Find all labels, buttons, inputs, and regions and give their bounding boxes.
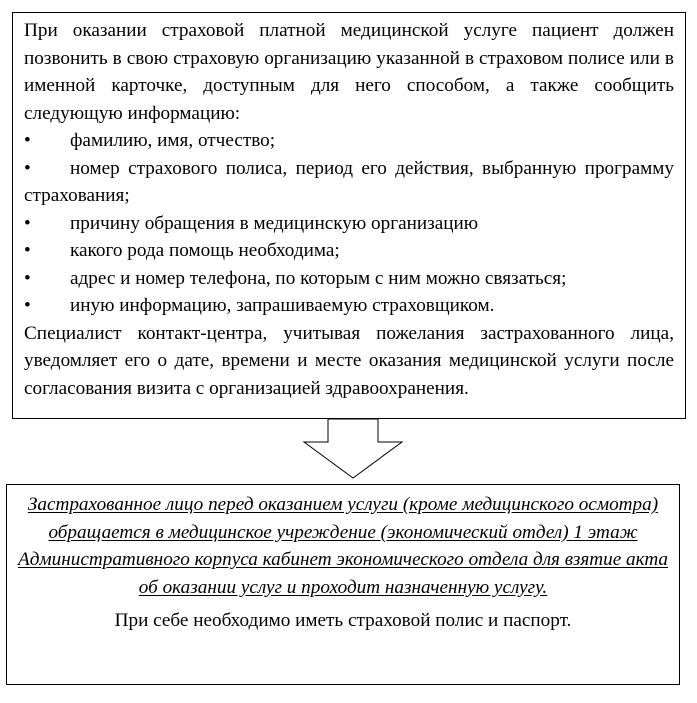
documents-note: При себе необходимо иметь страховой полис и паспорт. — [114, 610, 572, 631]
down-arrow-icon — [302, 418, 404, 480]
outro-paragraph: Специалист контакт-центра, учитывая пожелания застрахованного лица, уведомляет его о дате, времени и месте оказания медицинской услуги после согласования визита с организацией здравоохранения. — [24, 322, 674, 399]
list-item — [24, 292, 674, 320]
bullet-icon: • — [24, 130, 31, 151]
intro-paragraph: При оказании страховой платной медицинской услуге пациент должен позвонить в свою страховую организацию указанной в страховом полисе или в именной карточке, доступным для него способом, а также сообщить следующую информацию: — [24, 20, 674, 124]
instruction-text: Застрахованное лицо перед оказанием услуги (кроме медицинского осмотра) обращается в медицинское учреждение (экономический отдел) 1 этаж Административного корпуса кабинет экономического отдела для взятие акта об оказании услуг и проходит назначенную услугу. — [17, 494, 669, 598]
down-arrow-shape — [304, 419, 402, 478]
list-item — [24, 155, 674, 210]
list-item-text: адрес и номер телефона, по которым с ним можно связаться; — [70, 267, 567, 289]
list-item — [24, 127, 674, 155]
bullet-icon: • — [24, 267, 31, 289]
info-list — [24, 127, 674, 320]
list-item-text: номер страхового полиса, период его действия, выбранную программу страхования; — [24, 157, 674, 206]
bullet-icon: • — [24, 240, 31, 261]
list-item — [24, 210, 674, 238]
bullet-icon: • — [24, 212, 31, 234]
list-item-text: иную информацию, запрашиваемую страховщиком. — [70, 295, 495, 316]
list-item-text: фамилию, имя, отчество; — [70, 130, 276, 151]
list-item-text: какого рода помощь необходима; — [70, 240, 340, 261]
list-item-text: причину обращения в медицинскую организацию — [70, 212, 479, 234]
bullet-icon: • — [24, 157, 31, 179]
list-item — [24, 237, 674, 265]
list-item — [24, 265, 674, 293]
instruction-box — [6, 484, 680, 685]
bullet-icon: • — [24, 295, 31, 316]
instructions-box — [12, 12, 686, 419]
